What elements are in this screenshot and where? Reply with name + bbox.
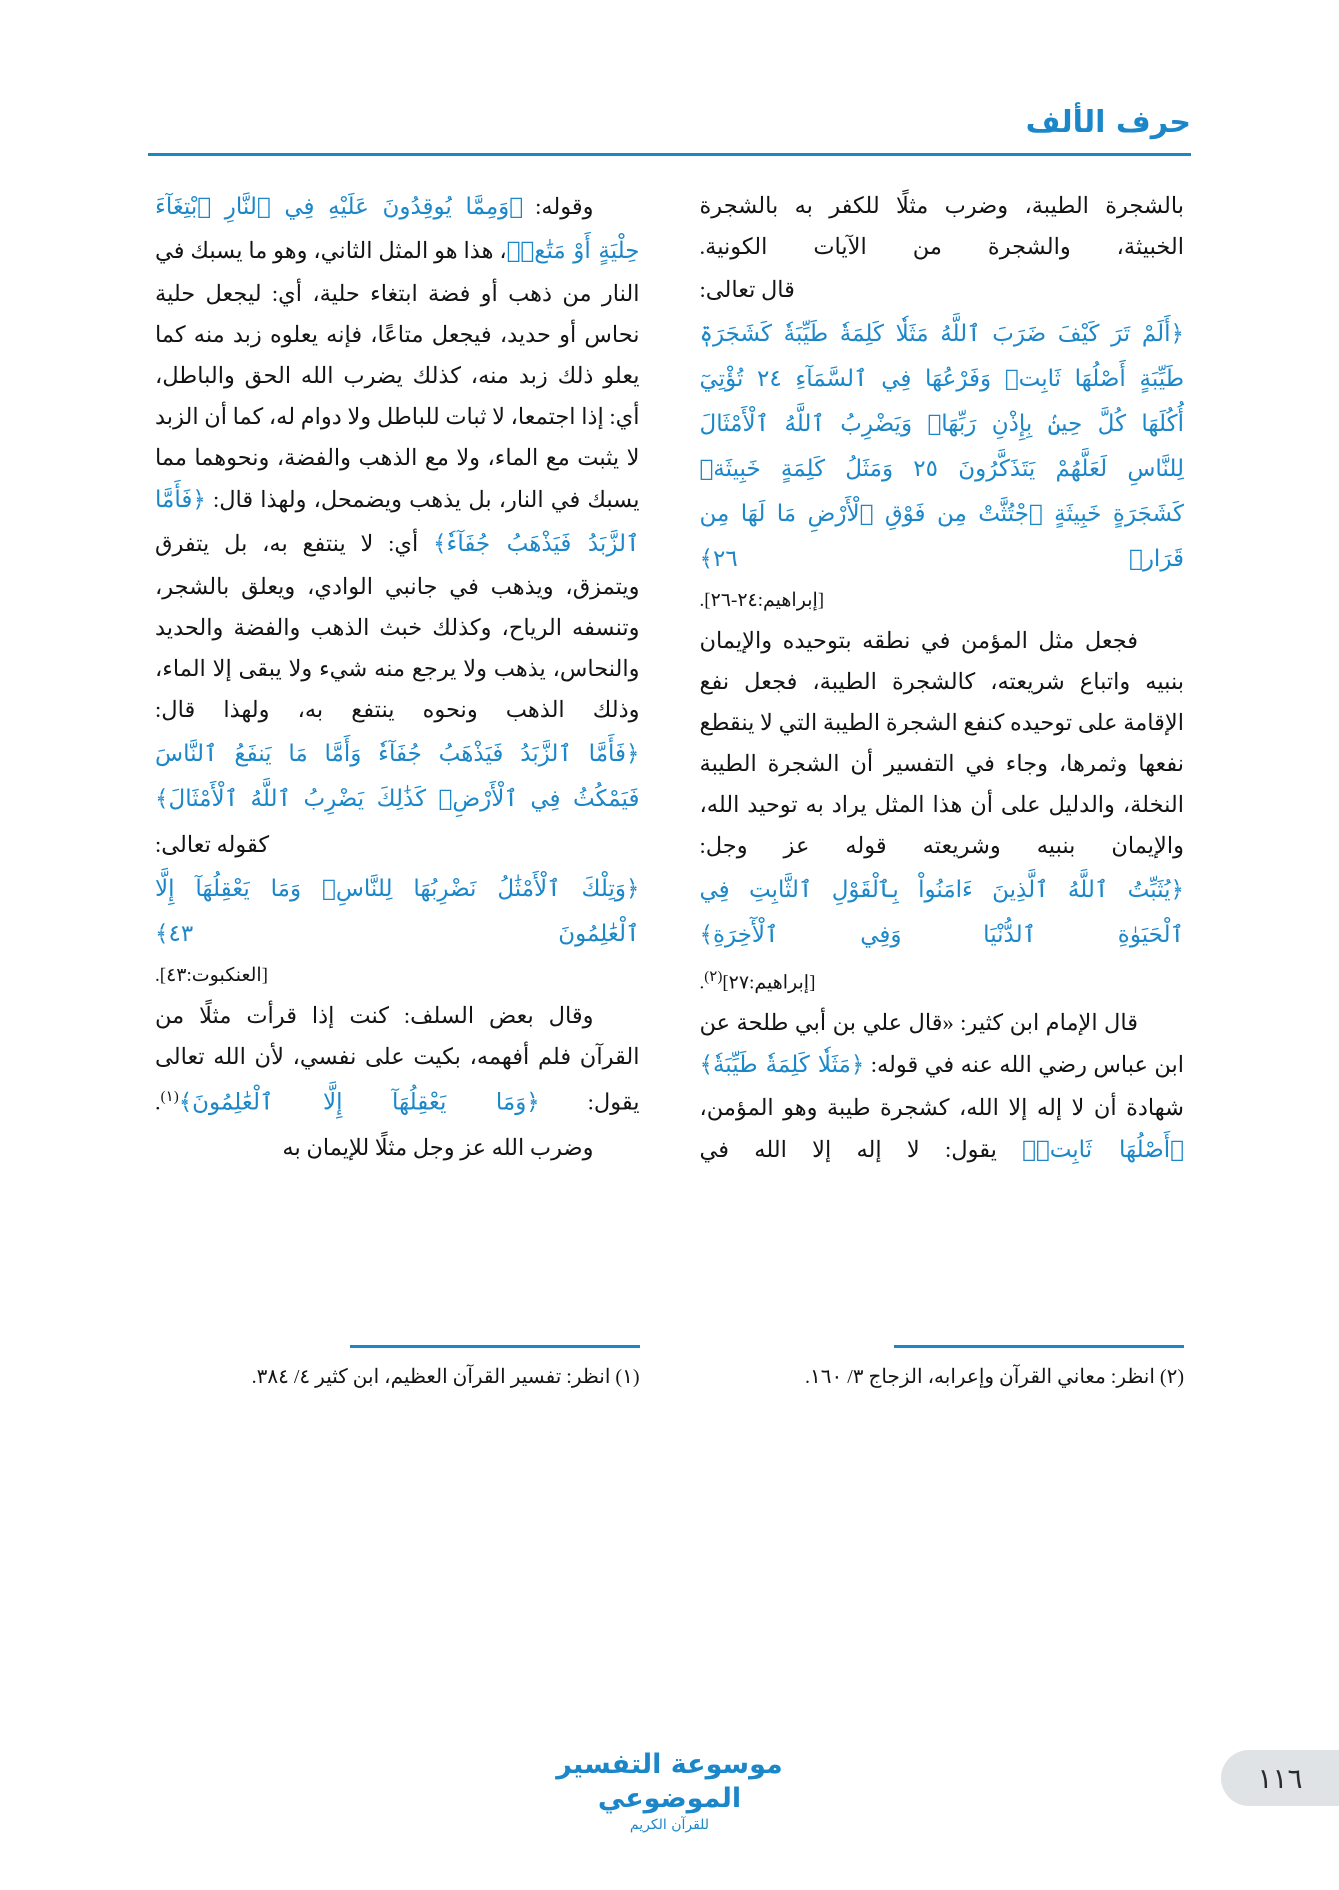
column-left (700, 185, 1185, 1325)
paragraph-text: فجعل مثل المؤمن في نطقه بتوحيده والإيمان بنبيه واتباع شريعته، كالشجرة الطيبة، فجعل نفع الإقامة على توحيده كنفع الشجرة الطيبة التي لا ينقطع نفعها وثمرها، وجاء في التفسير أن الشجرة الطيبة النخلة، والدليل على أن هذا المثل يراد به توحيد الله، والإيمان بنبيه وشريعته قوله عز وجل: (699, 628, 1184, 858)
verse-reference-text: [إبراهيم:٢٧] (722, 972, 816, 994)
verse-reference (155, 959, 640, 993)
footnote-marker: (٢) (704, 969, 723, 985)
footnote-text: (١) انظر: تفسير القرآن العظيم، ابن كثير ٤/ ٣٨٤. (251, 1366, 640, 1388)
page-header-title: حرف الألف (1025, 105, 1191, 140)
footnote-divider (894, 1345, 1184, 1348)
publisher-logo-title: موسوعة التفسير الموضوعي (556, 1749, 783, 1814)
paragraph (155, 995, 640, 1125)
quran-verse-block (700, 312, 1185, 582)
page-number-badge (1221, 1750, 1339, 1806)
quran-text: ﴿يُثَبِّتُ ٱللَّهُ ٱلَّذِينَ ءَامَنُواْ بِٱلْقَوْلِ ٱلثَّابِتِ فِي ٱلْحَيَوٰةِ ٱلدُّنْيَا وَفِي ٱلْأٓخِرَةِ﴾ (699, 877, 1184, 948)
quran-inline: ﴿مَثَلٗا كَلِمَةٗ طَيِّبَةٗ﴾ (699, 1052, 865, 1079)
page-footer (0, 1742, 1339, 1832)
reference-tail: . (699, 972, 705, 994)
page-header (148, 105, 1191, 168)
publisher-logo-subtitle: للقرآن الكريم (629, 1817, 710, 1833)
quran-inline: ﴿وَمِمَّا يُوقِدُونَ عَلَيْهِ فِي ٱلنَّارِ ٱبْتِغَآءَ حِلْيَةٍ أَوْ مَتَٰعٖ﴾ (155, 194, 640, 264)
paragraph (155, 1127, 640, 1168)
verse-reference (700, 960, 1185, 1000)
column-right (155, 185, 640, 1325)
paragraph (155, 824, 640, 865)
header-divider (148, 153, 1191, 156)
paragraph-text: بالشجرة الطيبة، وضرب مثلًا للكفر به بالشجرة الخبيثة، والشجرة من الآيات الكونية. (699, 193, 1184, 259)
quran-text: ﴿فَأَمَّا ٱلزَّبَدُ فَيَذْهَبُ جُفَآءٗ وَأَمَّا مَا يَنفَعُ ٱلنَّاسَ فَيَمْكُثُ فِي ٱلْأَرْضِۚ كَذَٰلِكَ يَضْرِبُ ٱللَّهُ ٱلْأَمْثَالَ﴾ (155, 741, 640, 812)
quran-inline: ﴿أَصْلُهَا ثَابِتٞ﴾ (1022, 1137, 1184, 1164)
footnote-column-right (155, 1345, 640, 1495)
paragraph-text: شهادة أن لا إله إلا الله، كشجرة طيبة وهو المؤمن، (699, 1095, 1184, 1121)
publisher-logo (490, 1748, 850, 1834)
paragraph-text: . (155, 1089, 161, 1115)
footnote-marker: (١) (160, 1089, 179, 1105)
quran-text: ﴿وَتِلْكَ ٱلْأَمْثَٰلُ نَضْرِبُهَا لِلنَّاسِۖ وَمَا يَعْقِلُهَآ إِلَّا ٱلْعَٰلِمُونَ ٤٣﴾ (155, 876, 640, 947)
paragraph (700, 1002, 1185, 1172)
paragraph-text: ، هذا هو المثل الثاني، وهو ما يسبك في النار من ذهب أو فضة ابتغاء حلية، أي: ليجعل حلية نحاس أو حديد، فيجعل متاعًا، فإنه يعلوه زبد منه كما يعلو ذلك زبد منه، كذلك يضرب الله الحق والباطل، أي: إذا اجتمعا، لا ثبات للباطل ولا دوام له، كما أن الزبد لا يثبت مع الماء، ولا مع الذهب والفضة، ونحوهما مما يسبك في النار، بل يذهب ويضمحل، ولهذا قال: (155, 238, 640, 512)
verse-reference (700, 584, 1185, 618)
footnotes-area (155, 1345, 1184, 1495)
quran-inline: ﴿فَأَمَّا ٱلزَّبَدُ فَيَذْهَبُ جُفَآءٗ﴾ (155, 487, 640, 557)
paragraph-text: وقوله: (523, 194, 594, 219)
quran-verse-block (700, 868, 1185, 958)
two-column-body (155, 185, 1184, 1325)
verse-reference-text: [إبراهيم:٢٤-٢٦]. (699, 590, 825, 611)
quran-verse-block (155, 867, 640, 957)
paragraph-text: وضرب الله عز وجل مثلًا للإيمان به (282, 1134, 594, 1160)
footnote-column-left (700, 1345, 1185, 1495)
page-number: ١١٦ (1257, 1761, 1303, 1795)
footnote-text: (٢) انظر: معاني القرآن وإعرابه، الزجاج ٣/ ١٦٠. (804, 1366, 1184, 1388)
paragraph-lead-quote (700, 269, 1185, 310)
paragraph-text: وقال بعض السلف: كنت إذا قرأت مثلًا من القرآن فلم أفهمه، بكيت على نفسي، لأن الله تعالى يقول: (155, 1003, 640, 1115)
quran-verse-block (155, 732, 640, 822)
paragraph (155, 185, 640, 730)
quran-text: ﴿أَلَمْ تَرَ كَيْفَ ضَرَبَ ٱللَّهُ مَثَلٗا كَلِمَةٗ طَيِّبَةٗ كَشَجَرَةٖ طَيِّبَةٍ أَصْلُهَا ثَابِتٞ وَفَرْعُهَا فِي ٱلسَّمَآءِ ٢٤ تُؤْتِيٓ أُكُلَهَا كُلَّ حِينِۢ بِإِذْنِ رَبِّهَاۗ وَيَضْرِبُ ٱللَّهُ ٱلْأَمْثَالَ لِلنَّاسِ لَعَلَّهُمْ يَتَذَكَّرُونَ ٢٥ وَمَثَلُ كَلِمَةٍ خَبِيثَةٖ كَشَجَرَةٍ خَبِيثَةٍ ٱجْتُثَّتْ مِن فَوْقِ ٱلْأَرْضِ مَا لَهَا مِن قَرَارٖ ٢٦﴾ (699, 321, 1185, 572)
lead-text: قال تعالى: (699, 277, 795, 302)
paragraph (700, 620, 1185, 866)
paragraph-text: كقوله تعالى: (155, 832, 270, 857)
quran-inline: ﴿وَمَا يَعْقِلُهَآ إِلَّا ٱلْعَٰلِمُونَ﴾ (178, 1089, 540, 1116)
paragraph-text: قال الإمام ابن كثير: «قال علي بن أبي طلحة عن ابن عباس رضي الله عنه في قوله: (699, 1010, 1184, 1078)
paragraph-text: أي: لا ينتفع به، بل يتفرق ويتمزق، ويذهب في جانبي الوادي، ويعلق بالشجر، وتنسفه الرياح، وكذلك خبث الذهب والفضة والحديد والنحاس، يذهب ولا يرجع منه شيء ولا يبقى إلا الماء، وذلك الذهب ونحوه ينتفع به، ولهذا قال: (155, 531, 640, 722)
paragraph-text: يقول: لا إله إلا الله في (699, 1137, 1023, 1163)
verse-reference-text: [العنكبوت:٤٣]. (155, 965, 269, 986)
paragraph (700, 185, 1185, 267)
footnote-divider (350, 1345, 640, 1348)
